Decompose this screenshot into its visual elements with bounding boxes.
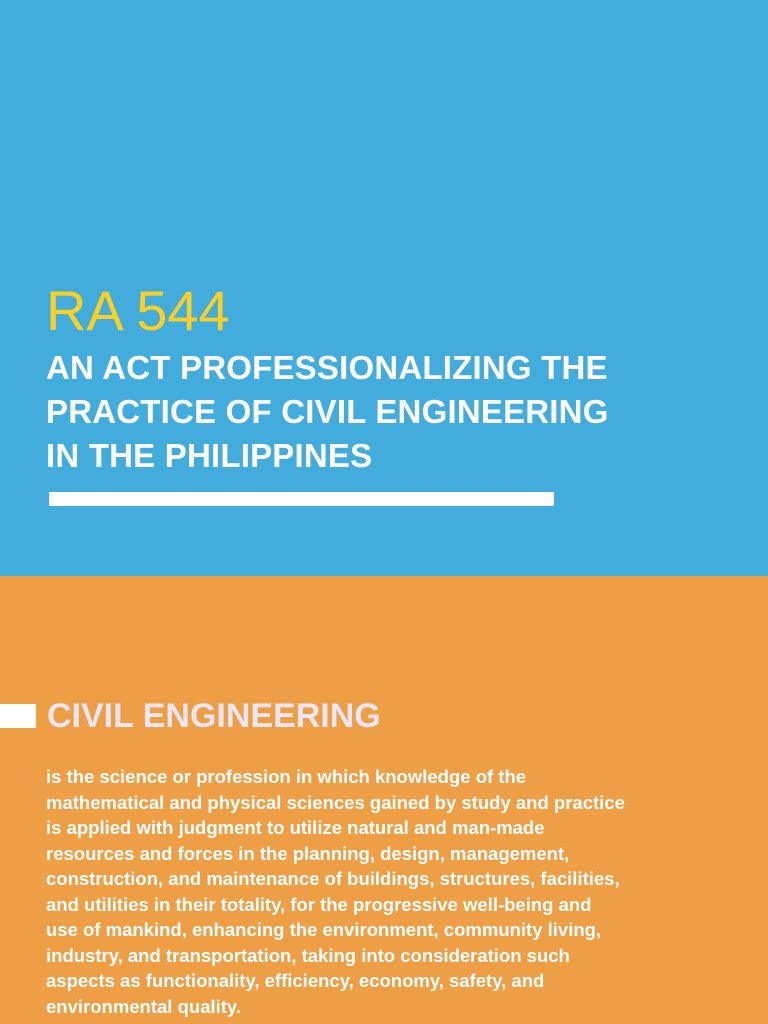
section-heading: CIVIL ENGINEERING bbox=[47, 697, 381, 735]
definition-line: construction, and maintenance of buildings, structures, facilities, bbox=[46, 868, 620, 889]
definition-line: mathematical and physical sciences gained by study and practice bbox=[46, 791, 625, 813]
act-title-line: IN THE PHILIPPINES bbox=[46, 437, 373, 474]
definition-text bbox=[46, 764, 736, 1019]
definition-line: is applied with judgment to utilize natural and man-made bbox=[46, 817, 545, 838]
section-marker bbox=[0, 704, 36, 728]
definition-line: environmental quality. bbox=[46, 995, 241, 1017]
title-underline-bar bbox=[49, 492, 554, 506]
definition-line: and utilities in their totality, for the progressive well-being and bbox=[46, 893, 592, 915]
act-title-line: PRACTICE OF CIVIL ENGINEERING bbox=[46, 393, 609, 430]
definition-line: is the science or profession in which knowledge of the bbox=[46, 766, 527, 787]
act-title bbox=[46, 346, 746, 478]
definition-line: use of mankind, enhancing the environment, community living, bbox=[46, 919, 602, 940]
definition-line: aspects as functionality, efficiency, economy, safety, and bbox=[46, 970, 545, 991]
act-number: RA 544 bbox=[46, 279, 230, 342]
definition-line: industry, and transportation, taking into consideration such bbox=[46, 944, 570, 966]
definition-line: resources and forces in the planning, design, management, bbox=[46, 842, 570, 864]
act-title-line: AN ACT PROFESSIONALIZING THE bbox=[46, 349, 608, 386]
